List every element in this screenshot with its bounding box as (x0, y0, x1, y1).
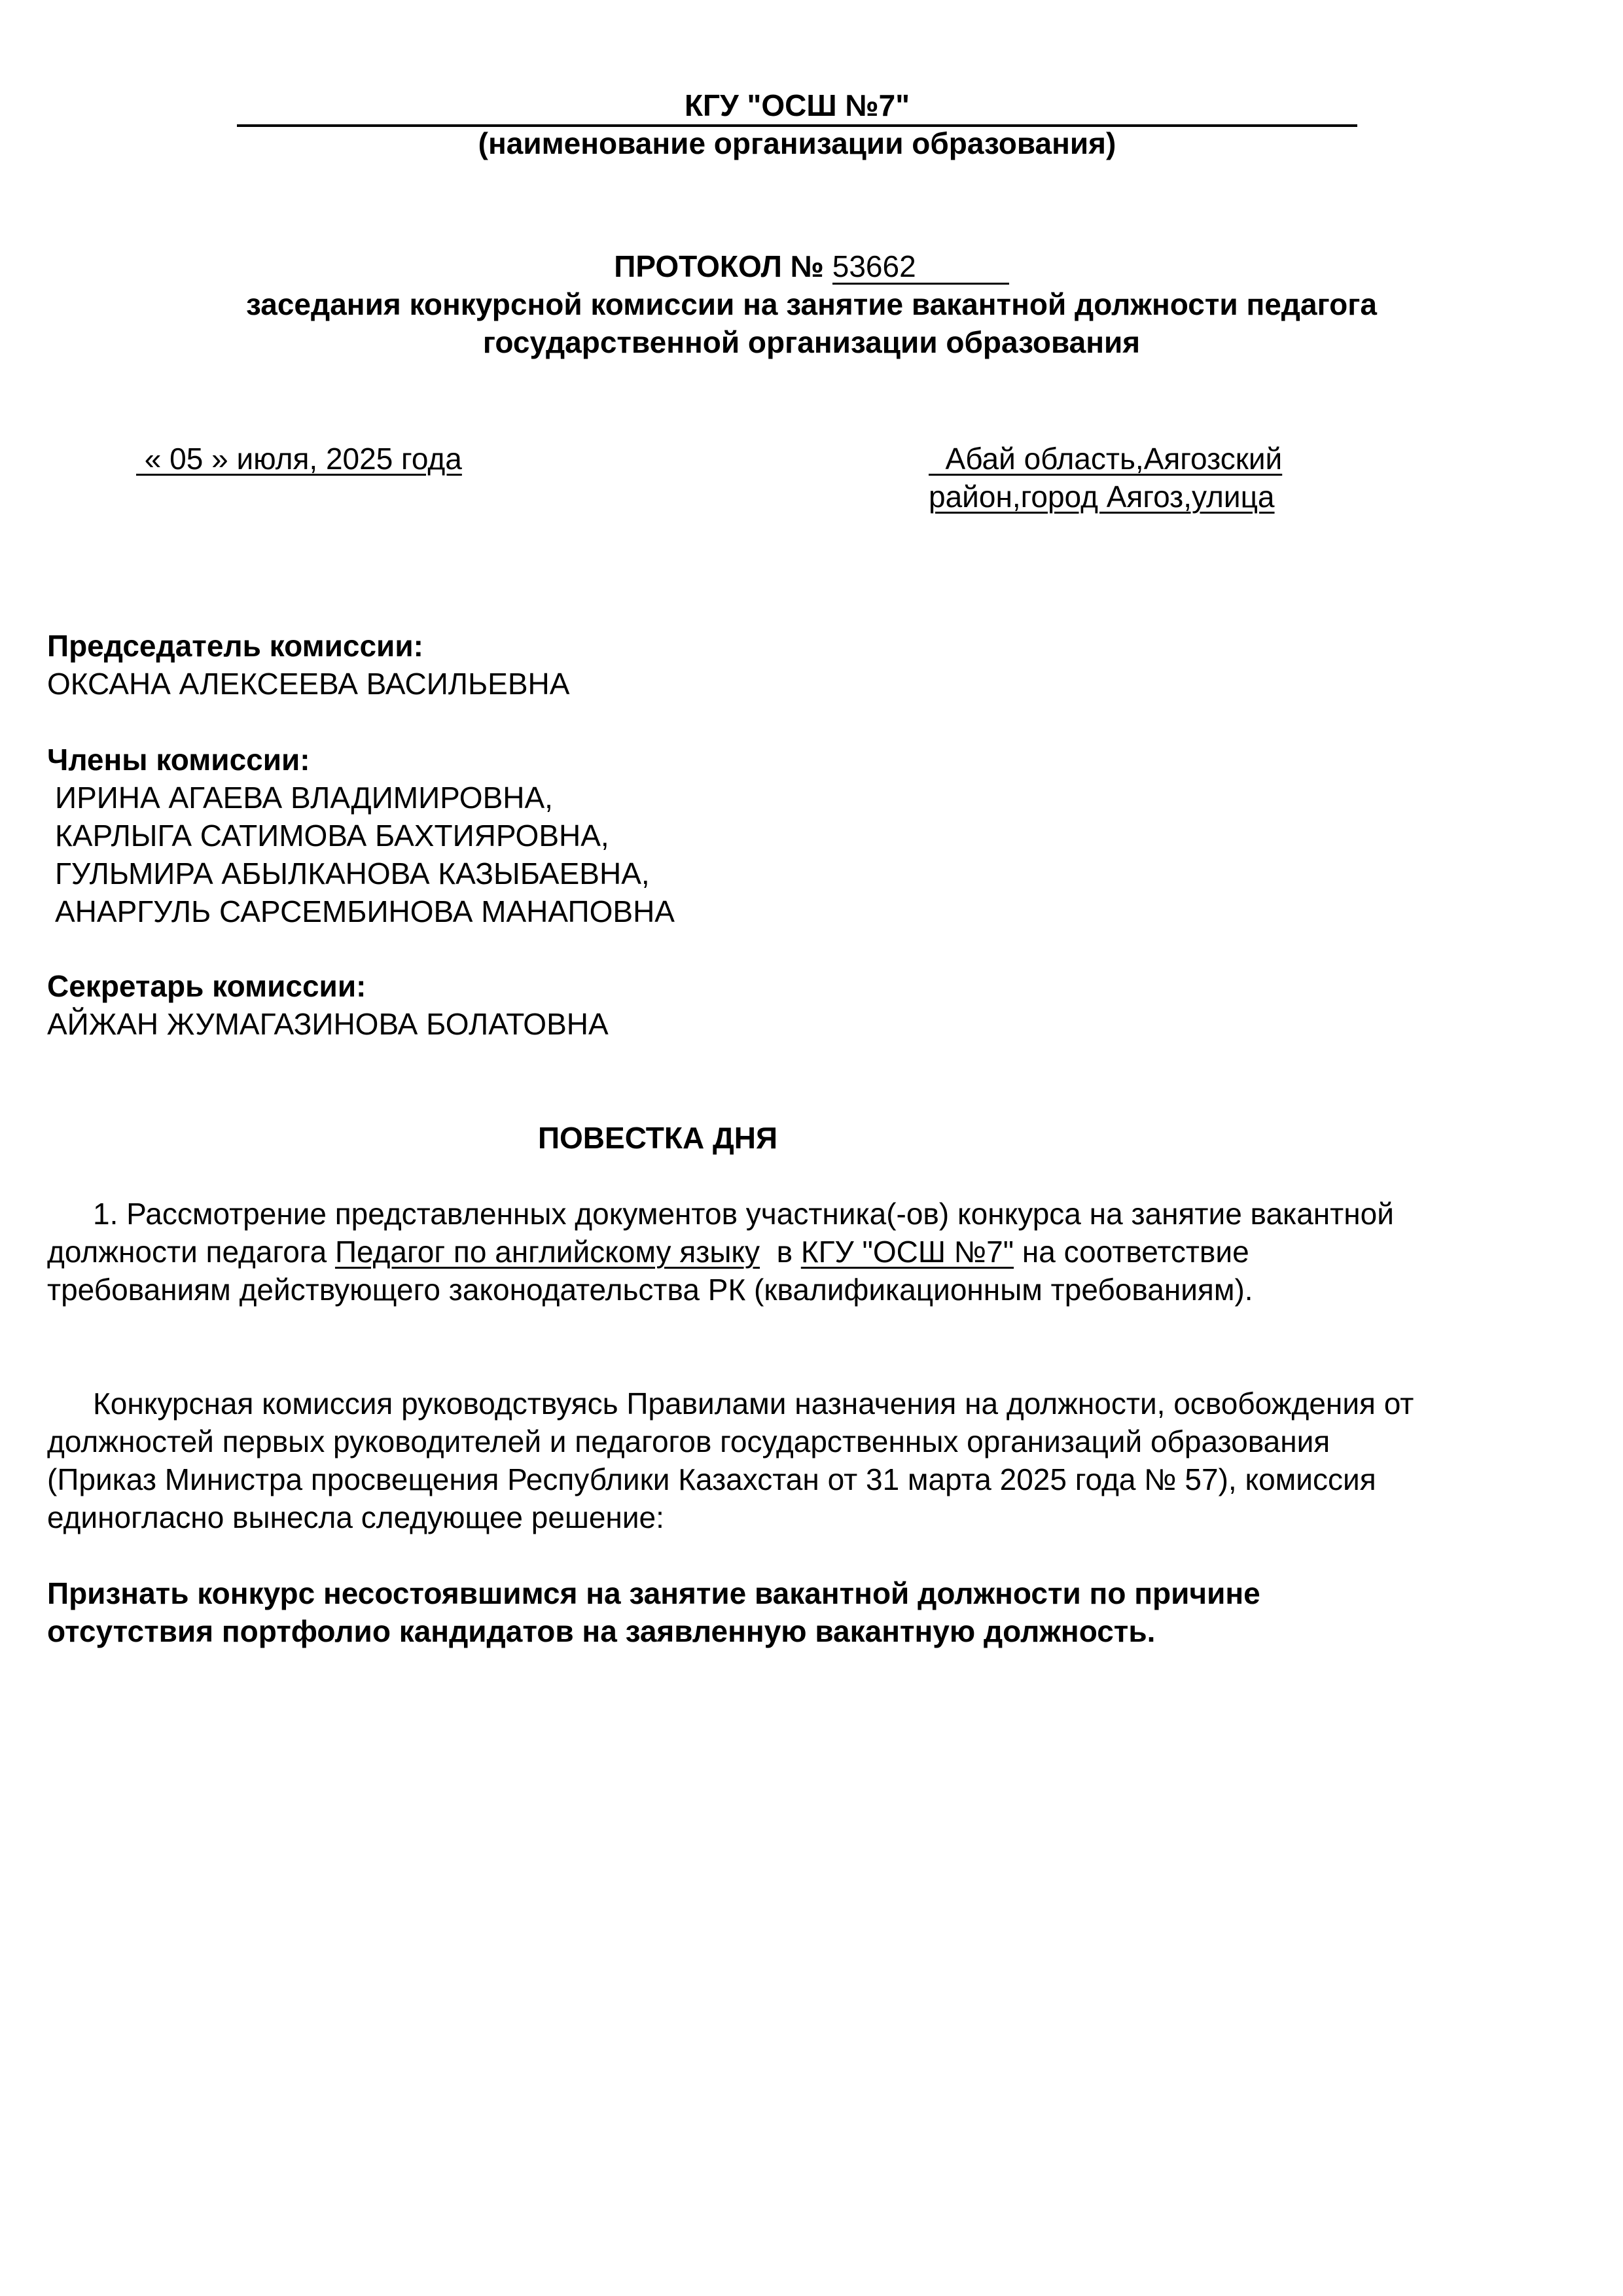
agenda-item-1 (47, 1195, 1415, 1309)
secretary-label: Секретарь комиссии: (47, 969, 366, 1003)
protocol-title (0, 247, 1623, 285)
protocol-number: 53662 (832, 250, 1009, 285)
agenda-item-1-after: на соответствие требованиям действующего законодательства РК (квалификационным требованиям). (47, 1235, 1253, 1307)
meeting-date: « 05 » июля, 2025 года (136, 442, 462, 476)
organization-caption: (наименование организации образования) (478, 126, 1116, 160)
meeting-place-line2: район,город Аягоз,улица (929, 480, 1275, 514)
protocol-subtitle-line1: заседания конкурсной комиссии на занятие вакантной должности педагога (246, 287, 1377, 321)
conclusion-paragraph: Признать конкурс несостоявшимся на занятие вакантной должности по причине отсутствия портфолио кандидатов на заявленную вакантную должность. (47, 1576, 1260, 1648)
member-item: ИРИНА АГАЕВА ВЛАДИМИРОВНА, (55, 781, 553, 815)
vacancy-organization: КГУ "ОСШ №7" (800, 1235, 1014, 1269)
members-label: Члены комиссии: (47, 743, 310, 777)
organization-name (237, 86, 1357, 127)
member-item: КАРЛЫГА САТИМОВА БАХТИЯРОВНА, (55, 819, 609, 853)
meeting-place-line1: Абай область,Аягозский (929, 442, 1283, 476)
chair-name: ОКСАНА АЛЕКСЕЕВА ВАСИЛЬЕВНА (47, 667, 570, 701)
chair-label: Председатель комиссии: (47, 629, 423, 663)
agenda-item-1-text: 1. Рассмотрение представленных документов участника(-ов) конкурса на занятие вакантной должности педагога (47, 1197, 1394, 1269)
organization-name-text: КГУ "ОСШ №7" (684, 88, 910, 122)
agenda-title: ПОВЕСТКА ДНЯ (537, 1121, 778, 1155)
protocol-title-prefix: ПРОТОКОЛ № (614, 249, 824, 283)
members-list (55, 779, 675, 930)
vacancy-position: Педагог по английскому языку (334, 1235, 760, 1269)
agenda-item-1-middle: в (760, 1235, 801, 1269)
decision-paragraph (47, 1385, 1415, 1536)
secretary-name: АЙЖАН ЖУМАГАЗИНОВА БОЛАТОВНА (47, 1007, 609, 1041)
protocol-subtitle-line2: государственной организации образования (482, 325, 1141, 359)
member-item: АНАРГУЛЬ САРСЕМБИНОВА МАНАПОВНА (55, 894, 675, 928)
decision-text: Конкурсная комиссия руководствуясь Правилами назначения на должности, освобождения от должностей первых руководителей и педагогов государственных организаций образования (Приказ Министра просвещения Республики Казахстан от 31 марта 2025 года № 57), комиссия единогласно вынесла следующее решение: (47, 1386, 1414, 1534)
member-item: ГУЛЬМИРА АБЫЛКАНОВА КАЗЫБАЕВНА, (55, 857, 650, 891)
